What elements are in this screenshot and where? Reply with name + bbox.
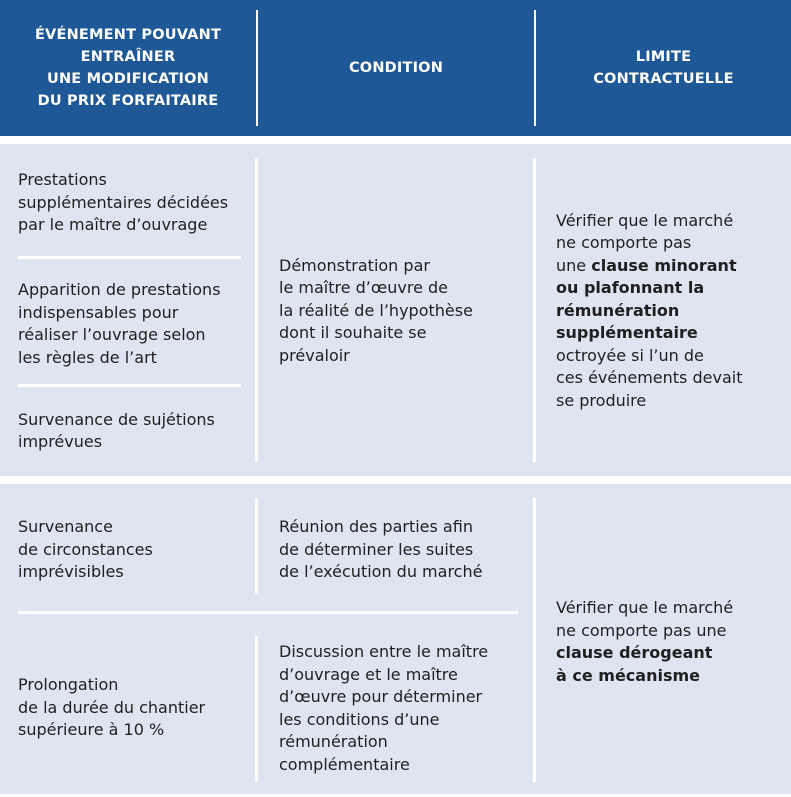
condition-line: de l’exécution du marché	[279, 562, 483, 582]
limit-line	[556, 322, 786, 345]
limit-text: une	[556, 255, 592, 275]
limit-bold-text: supplémentaire	[556, 323, 698, 343]
event-line: de la durée du chantier	[18, 697, 206, 717]
header-event-line: UNE MODIFICATION	[46, 71, 210, 87]
event-line: par le maître d’ouvrage	[18, 215, 208, 235]
limit-bold-text: rémunération	[556, 300, 680, 320]
limit-line	[556, 642, 786, 665]
column-divider	[255, 636, 258, 782]
event-line: Prestations	[18, 170, 107, 190]
event-cell	[18, 673, 253, 743]
header-limit-line: LIMITE	[635, 49, 692, 65]
condition-line: complémentaire	[279, 754, 410, 774]
column-divider	[255, 158, 258, 462]
limit-cell	[556, 209, 786, 413]
event-line: indispensables pour	[18, 302, 179, 322]
header-condition-label: CONDITION	[348, 60, 444, 76]
limit-line: Vérifier que le marché	[556, 598, 734, 617]
condition-line: la réalité de l’hypothèse	[279, 300, 473, 320]
header-event	[0, 0, 256, 136]
event-line: de circonstances	[18, 539, 153, 559]
condition-line: dont il souhaite se	[279, 323, 427, 343]
event-line: imprévisibles	[18, 562, 124, 582]
header-event-line: ENTRAÎNER	[80, 49, 176, 65]
limit-line	[556, 300, 786, 323]
limit-bold-text: ou plafonnant la	[556, 278, 705, 298]
limit-line: ne comporte pas	[556, 233, 692, 253]
limit-line: ne comporte pas une	[556, 620, 727, 640]
limit-line	[556, 277, 786, 300]
event-cell	[18, 408, 253, 454]
event-line: les règles de l’art	[18, 347, 157, 367]
event-line: supérieure à 10 %	[18, 720, 165, 740]
event-line: Prolongation	[18, 675, 119, 695]
condition-cell	[279, 640, 529, 777]
condition-line: d’œuvre pour déterminer	[279, 687, 483, 706]
condition-line: Démonstration par	[279, 255, 430, 275]
column-divider	[533, 498, 536, 782]
row-divider	[18, 611, 518, 614]
condition-line: rémunération	[279, 732, 388, 751]
event-line: supplémentaires décidées	[18, 192, 229, 212]
limit-bold-text: clause dérogeant	[556, 643, 713, 662]
limit-line: Vérifier que le marché	[556, 210, 734, 230]
condition-line: les conditions d’une	[279, 709, 440, 729]
header-event-line: DU PRIX FORFAITAIRE	[37, 93, 219, 109]
event-line: imprévues	[18, 432, 103, 451]
limit-bold-text: à ce mécanisme	[556, 665, 700, 685]
event-cell	[18, 278, 253, 370]
condition-line: d’ouvrage et le maître	[279, 664, 458, 684]
condition-cell	[279, 515, 529, 585]
header-limit	[536, 0, 791, 136]
header-limit-line: CONTRACTUELLE	[593, 71, 734, 87]
limit-line	[556, 665, 786, 688]
limit-cell	[556, 596, 786, 688]
limit-bold-text: clause minorant	[591, 255, 737, 275]
event-line: réaliser l’ouvrage selon	[18, 325, 206, 344]
condition-line: Discussion entre le maître	[279, 642, 489, 661]
header-event-line: ÉVÉNEMENT POUVANT	[34, 27, 222, 43]
condition-cell	[279, 254, 529, 368]
event-line: Survenance	[18, 517, 113, 537]
row-divider	[18, 256, 241, 259]
event-cell	[18, 168, 253, 238]
condition-line: Réunion des parties afin	[279, 517, 473, 537]
limit-line	[556, 255, 786, 278]
event-line: Survenance de sujétions	[18, 409, 215, 429]
limit-line: ces événements devait	[556, 368, 743, 388]
condition-line: prévaloir	[279, 345, 350, 365]
row-divider	[18, 384, 241, 387]
event-line: Apparition de prestations	[18, 280, 221, 299]
condition-line: le maître d’œuvre de	[279, 278, 449, 298]
column-divider	[255, 498, 258, 594]
condition-line: de déterminer les suites	[279, 539, 474, 559]
header-condition	[258, 0, 534, 136]
limit-line: octroyée si l’un de	[556, 345, 704, 365]
event-cell	[18, 515, 253, 585]
limit-line: se produire	[556, 390, 647, 410]
column-divider	[533, 158, 536, 462]
